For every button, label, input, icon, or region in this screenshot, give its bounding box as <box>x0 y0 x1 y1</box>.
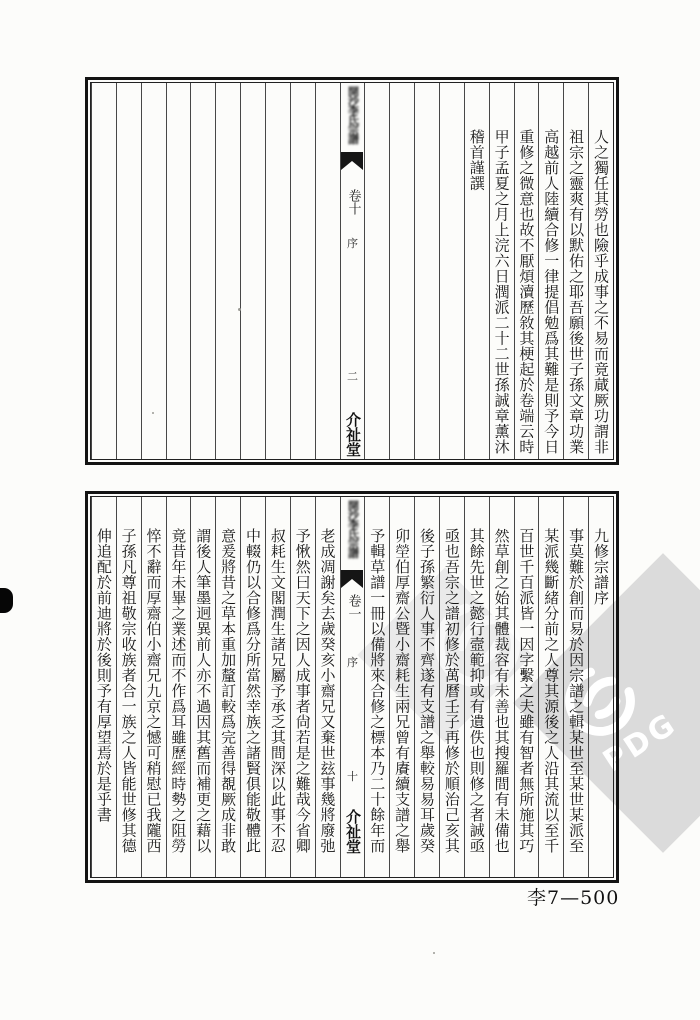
book-title: 開沙李氏宗譜 <box>346 86 360 143</box>
text-column <box>364 497 389 877</box>
hall-name: 介祉堂 <box>343 412 362 457</box>
text-column <box>538 497 563 877</box>
page-number: 十 <box>346 770 358 783</box>
column-text <box>117 83 141 459</box>
page-bottom <box>90 496 614 878</box>
column-text: 中輟仍以合修爲分所當然幸族之諸賢俱能敬體此 <box>243 528 262 854</box>
column-text: 重修之微意也故不厭煩瀆歷敘其梗起於卷端云時 <box>517 129 536 455</box>
blank-column <box>315 83 340 459</box>
column-text <box>291 83 315 459</box>
text-column <box>265 497 290 877</box>
text-column <box>563 83 588 459</box>
column-text <box>167 83 191 459</box>
section-label: 序 <box>346 237 358 250</box>
column-text: 予輯草譜一冊以備將來合修之標本乃二十餘年而 <box>368 528 387 854</box>
column-text: 人之獨任其勞也險乎成事之不易而竟蕆厥功謂非 <box>592 129 610 455</box>
blank-column <box>240 83 265 459</box>
column-text: 伸追配於前迪將於後則予有厚望焉於是乎書 <box>94 528 113 823</box>
book-title: 開沙李氏宗譜 <box>346 500 360 557</box>
column-text: 百世千百派皆一因字繫之夫雖有智者無所施其巧 <box>517 528 536 854</box>
column-text: 叔耗生文閣潤生諸兄屬予承乏其間深以此事不忍 <box>268 528 287 854</box>
scan-edge-mark <box>0 588 13 613</box>
column-text: 竟昔年未畢之業述而不作爲耳雖歷經時勢之阻勞 <box>169 528 188 854</box>
text-column <box>464 497 489 877</box>
column-text <box>390 83 414 459</box>
column-text <box>241 83 265 459</box>
column-text: 謂後人筆墨迥異前人亦不過因其舊而補更之藉以 <box>194 528 213 854</box>
text-column <box>166 497 191 877</box>
paper-speck <box>433 952 435 954</box>
blank-column <box>265 83 290 459</box>
column-text: 祖宗之靈爽有以默佑之耶吾願後世子孫文章功業 <box>567 129 586 455</box>
text-column <box>240 497 265 877</box>
column-text: 亟也吾宗之譜初修於萬曆壬子再修於順治己亥其 <box>442 528 461 854</box>
page-number: 二 <box>346 370 358 383</box>
page-top <box>90 82 614 460</box>
banxin-column <box>340 83 365 459</box>
watermark-pdg-text: PDG <box>597 706 684 780</box>
column-text <box>216 83 240 459</box>
column-text: 某派幾斷緒分前之人尊其源後之人沿其流以至千 <box>542 528 561 854</box>
column-text: 高越前人陸續合修一律提倡勉爲其難是則予今日 <box>542 129 561 455</box>
column-text: 九修宗譜序 <box>592 528 610 606</box>
blank-column <box>290 83 315 459</box>
fishtail-ornament <box>341 570 363 590</box>
column-text <box>92 83 116 459</box>
text-column <box>489 497 514 877</box>
text-column <box>514 497 539 877</box>
column-text: 子孫凡尊祖敬宗收族者合一族之人皆能世修其德 <box>119 528 138 854</box>
column-text: 老成凋謝矣去歲癸亥小齋兄又棄世玆事幾將廢弛 <box>318 528 337 854</box>
text-column <box>563 497 588 877</box>
text-column <box>389 497 414 877</box>
banxin-column <box>340 497 365 877</box>
column-text: 悴不辭而厚齋伯小齋兄九京之憾可稍慰已我隴西 <box>144 528 163 854</box>
text-column <box>464 83 489 459</box>
text-column <box>588 83 613 459</box>
text-column <box>439 497 464 877</box>
column-text: 後子孫繁衍人事不齊遂有支譜之舉較易易耳歲癸 <box>417 528 436 854</box>
text-column <box>315 497 340 877</box>
text-column <box>215 497 240 877</box>
page-top-columns <box>91 83 613 459</box>
text-column <box>414 497 439 877</box>
text-column <box>364 83 389 459</box>
volume-label: 卷十 <box>345 189 361 215</box>
fishtail-ornament <box>341 152 363 172</box>
section-label: 序 <box>346 656 358 669</box>
blank-column <box>141 83 166 459</box>
text-column <box>190 497 215 877</box>
blank-column <box>215 83 240 459</box>
column-text: 然草創之始其體裁容有未善也其搜羅間有未備也 <box>492 528 511 854</box>
text-column <box>588 497 613 877</box>
column-text <box>266 83 290 459</box>
page-bottom-columns <box>91 497 613 877</box>
column-text: 意爰將昔之草本重加釐訂較爲完善得覩厥成非敢 <box>219 528 238 854</box>
blank-column <box>166 83 191 459</box>
text-column <box>141 497 166 877</box>
column-text: 事莫難於創而易於因宗譜之輯某世至某世某派至 <box>567 528 586 854</box>
text-column <box>290 497 315 877</box>
column-text <box>142 83 166 459</box>
text-column <box>91 497 116 877</box>
volume-label: 卷一 <box>345 594 361 620</box>
column-text: 卯塋伯厚齋公暨小齋耗生兩兄曾有賡續支譜之舉 <box>393 528 412 854</box>
column-text: 予愀然曰天下之因人成事者尙若是之難哉今省卿 <box>293 528 312 854</box>
catalog-number: 李7—500 <box>527 887 620 909</box>
column-text <box>365 83 389 459</box>
column-text: 稽首謹譔 <box>467 129 486 191</box>
column-text: 甲子孟夏之月上浣六日潤派二十二世孫誠章薰沐 <box>492 129 511 455</box>
column-text <box>415 83 439 459</box>
paper-speck <box>152 412 154 414</box>
text-column <box>538 83 563 459</box>
text-column <box>489 83 514 459</box>
column-text <box>316 83 340 459</box>
column-text: 其餘先世之懿行壼範抑或有遺佚也則修之者誠亟 <box>467 528 486 854</box>
hall-name: 介祉堂 <box>343 809 362 854</box>
column-text <box>191 83 215 459</box>
text-column <box>514 83 539 459</box>
text-column <box>414 83 439 459</box>
text-column <box>389 83 414 459</box>
blank-column <box>116 83 141 459</box>
text-column <box>439 83 464 459</box>
paper-speck <box>238 308 241 311</box>
text-column <box>116 497 141 877</box>
blank-column <box>190 83 215 459</box>
blank-column <box>91 83 116 459</box>
column-text <box>440 83 464 459</box>
